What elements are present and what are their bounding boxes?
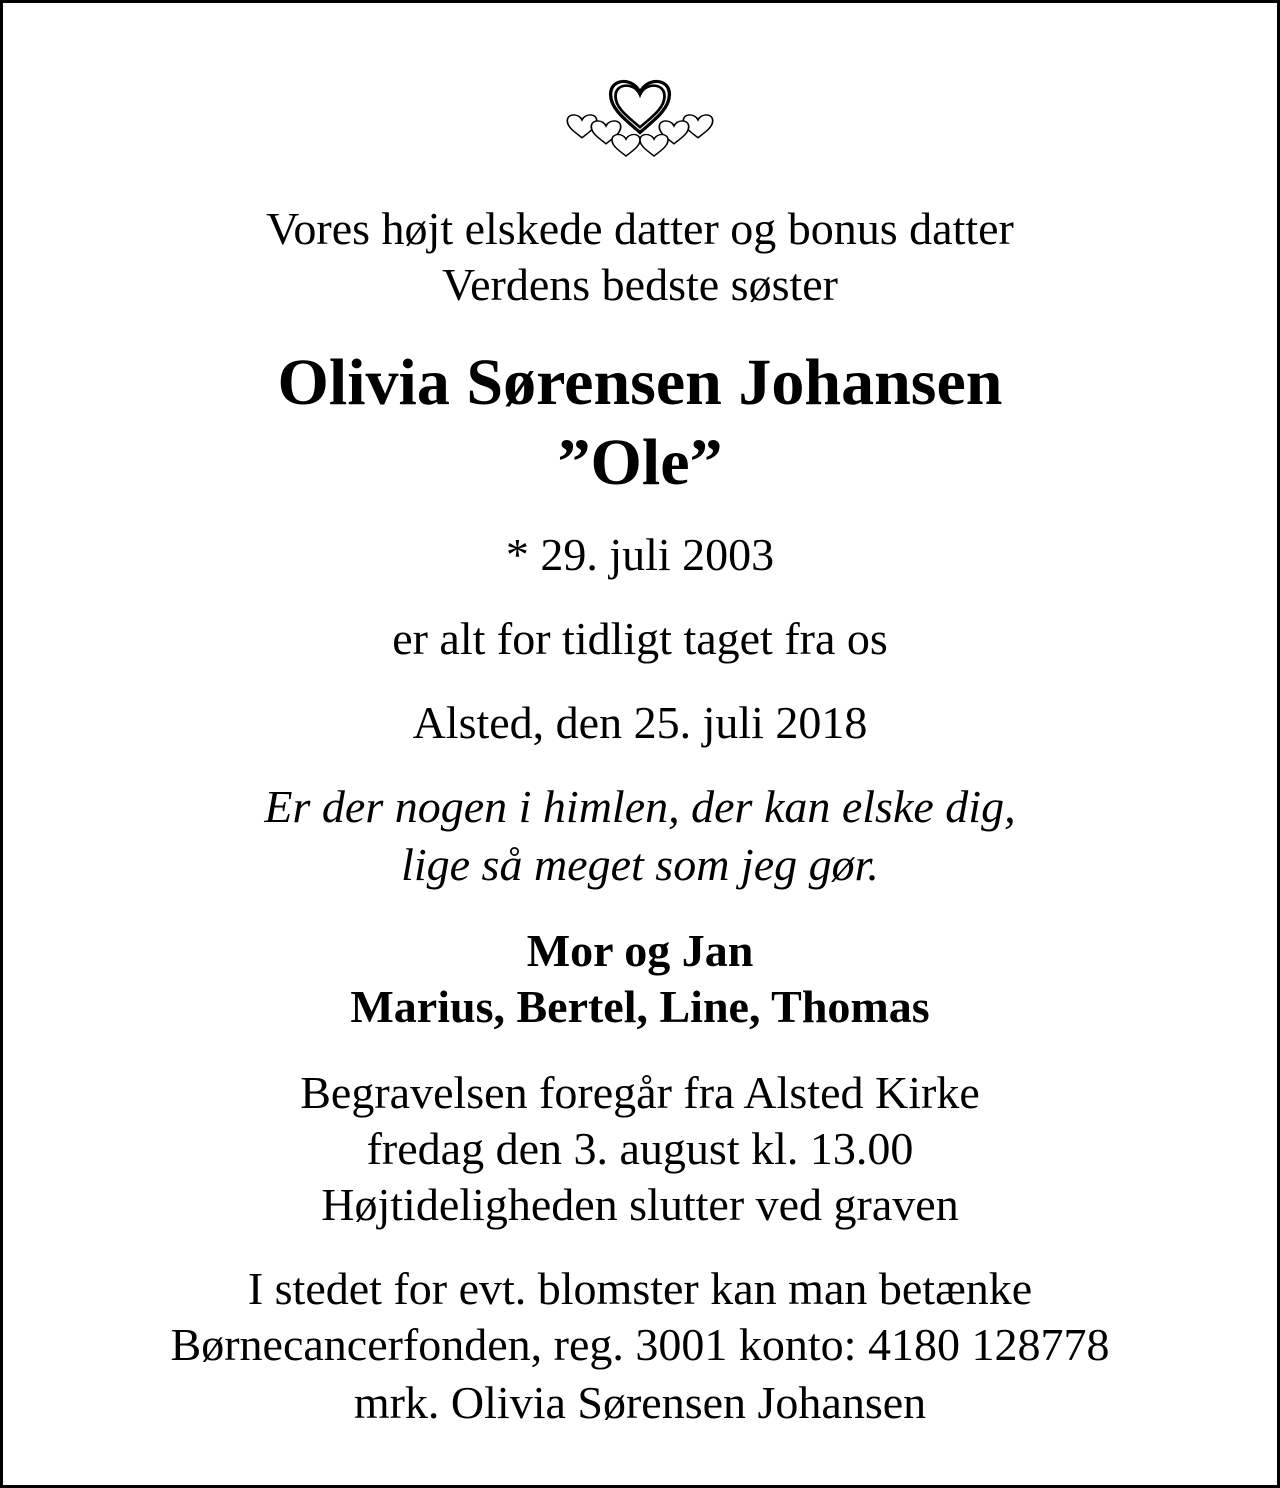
donation-line-2: Børnecancerfonden, reg. 3001 konto: 4180 128778: [170, 1319, 1110, 1370]
hearts-icon: [560, 68, 720, 172]
verse-line-1: Er der nogen i himlen, der kan elske dig,: [264, 781, 1016, 832]
funeral-line-2: fredag den 3. august kl. 13.00: [366, 1123, 914, 1174]
family-line-2: Marius, Bertel, Line, Thomas: [350, 981, 930, 1032]
deceased-name: Olivia Sørensen Johansen: [277, 346, 1003, 419]
deceased-nickname: ”Ole”: [557, 426, 723, 499]
family-line-1: Mor og Jan: [526, 925, 754, 976]
funeral-line-1: Begravelsen foregår fra Alsted Kirke: [300, 1067, 980, 1118]
funeral-line-3: Højtideligheden slutter ved graven: [321, 1179, 959, 1230]
passing-text: er alt for tidligt taget fra os: [392, 613, 888, 664]
birth-date: * 29. juli 2003: [505, 529, 775, 580]
intro-line-1: Vores højt elskede datter og bonus datter: [266, 203, 1014, 254]
donation-line-1: I stedet for evt. blomster kan man betænke: [247, 1263, 1033, 1314]
donation-line-3: mrk. Olivia Sørensen Johansen: [353, 1377, 927, 1428]
verse-line-2: lige så meget som jeg gør.: [401, 839, 879, 890]
place-date: Alsted, den 25. juli 2018: [412, 697, 868, 748]
intro-line-2: Verdens bedste søster: [441, 259, 838, 310]
